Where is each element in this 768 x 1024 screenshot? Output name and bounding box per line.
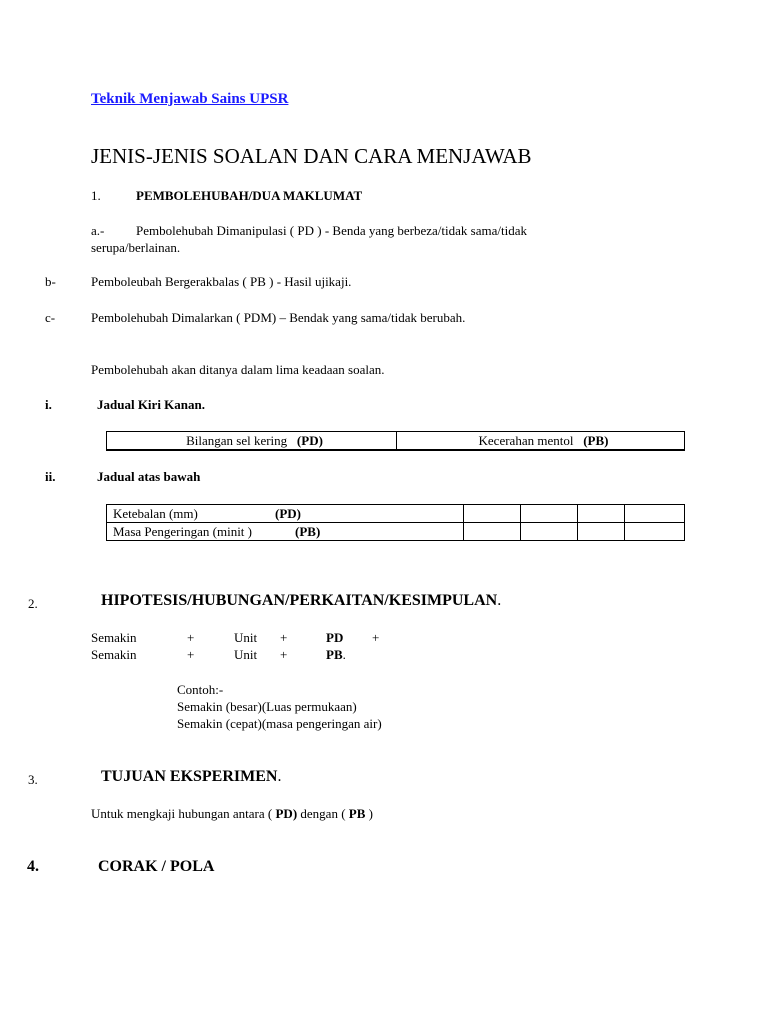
item-c-label: c- xyxy=(45,310,56,325)
page-heading: JENIS-JENIS SOALAN DAN CARA MENJAWAB xyxy=(91,144,532,168)
formula-row2-word3 xyxy=(326,647,346,663)
table-cell xyxy=(625,505,685,523)
formula-row1-plus1: + xyxy=(187,630,195,645)
table-row xyxy=(107,432,685,451)
objective-part-b: dengan ( xyxy=(297,806,349,821)
section-4-title: CORAK / POLA xyxy=(98,858,215,875)
item-a-label: a.- xyxy=(91,223,105,238)
formula-row2-plus1: + xyxy=(187,647,195,662)
table-cell xyxy=(625,523,685,541)
table-cell xyxy=(397,432,685,451)
document-title-link[interactable]: Teknik Menjawab Sains UPSR xyxy=(91,91,289,107)
cell-text: Masa Pengeringan (minit ) xyxy=(113,524,252,539)
table-cell xyxy=(464,523,521,541)
objective-pd: PD) xyxy=(275,806,298,821)
cell-tag: (PD) xyxy=(275,506,301,521)
table-cell xyxy=(578,505,625,523)
formula-row2-word2: Unit xyxy=(234,647,258,662)
item-i-title: Jadual Kiri Kanan. xyxy=(97,397,205,412)
objective-part-a: Untuk mengkaji hubungan antara ( xyxy=(91,806,276,821)
section-1-number: 1. xyxy=(91,188,101,203)
formula-row2-pb: PB xyxy=(326,647,343,662)
table-left-right xyxy=(106,431,685,451)
table-cell xyxy=(107,432,397,451)
objective-text xyxy=(91,806,373,822)
section-1-title: PEMBOLEHUBAH/DUA MAKLUMAT xyxy=(136,188,363,203)
cell-tag: (PD) xyxy=(296,433,323,448)
section-2-title-text: HIPOTESIS/HUBUNGAN/PERKAITAN/KESIMPULAN xyxy=(101,592,498,609)
section-3-title-suffix: . xyxy=(277,768,282,785)
objective-part-c: ) xyxy=(365,806,373,821)
formula-row1-word2: Unit xyxy=(234,630,258,645)
example-line1: Semakin (besar)(Luas permukaan) xyxy=(177,699,357,714)
item-i-label: i. xyxy=(45,397,52,412)
example-line2: Semakin (cepat)(masa pengeringan air) xyxy=(177,716,382,731)
table-cell xyxy=(521,505,578,523)
cell-text: Bilangan sel kering xyxy=(186,433,288,448)
section-2-title xyxy=(101,592,501,610)
item-b-text: Pemboleubah Bergerakbalas ( PB ) - Hasil ujikaji. xyxy=(91,274,352,289)
section-3-number: 3. xyxy=(28,772,38,787)
formula-row2-word1: Semakin xyxy=(91,647,137,662)
section-3-title-text: TUJUAN EKSPERIMEN xyxy=(101,768,278,785)
table-top-bottom xyxy=(106,504,685,541)
formula-row1-word3: PD xyxy=(326,630,344,645)
formula-row1-word1: Semakin xyxy=(91,630,137,645)
table-cell xyxy=(578,523,625,541)
section-2-title-suffix: . xyxy=(497,592,502,609)
objective-pb: PB xyxy=(348,806,366,821)
cell-tag: (PB) xyxy=(583,433,609,448)
table-cell xyxy=(464,505,521,523)
item-b-label: b- xyxy=(45,274,56,289)
item-ii-title: Jadual atas bawah xyxy=(97,469,201,484)
section-2-number: 2. xyxy=(28,596,38,611)
table-cell xyxy=(107,523,464,541)
item-c-text: Pembolehubah Dimalarkan ( PDM) – Bendak yang sama/tidak berubah. xyxy=(91,310,466,325)
section-3-title xyxy=(101,768,281,786)
formula-row2-plus2: + xyxy=(280,647,288,662)
item-ii-label: ii. xyxy=(45,469,56,484)
item-a-line2: serupa/berlainan. xyxy=(91,240,181,255)
cell-tag: (PB) xyxy=(295,524,321,539)
section-4-number: 4. xyxy=(27,858,39,875)
cell-text: Kecerahan mentol xyxy=(478,433,574,448)
item-a-line1: Pembolehubah Dimanipulasi ( PD ) - Benda yang berbeza/tidak sama/tidak xyxy=(136,223,527,238)
table-cell xyxy=(107,505,464,523)
formula-row1-plus2: + xyxy=(280,630,288,645)
table-row xyxy=(107,505,685,523)
table-cell xyxy=(521,523,578,541)
intro-text: Pembolehubah akan ditanya dalam lima keadaan soalan. xyxy=(91,362,385,377)
cell-text: Ketebalan (mm) xyxy=(113,506,198,521)
formula-row2-end: . xyxy=(342,647,346,662)
example-label: Contoh:- xyxy=(177,682,224,697)
formula-row1-plus3: + xyxy=(372,630,380,645)
table-row xyxy=(107,523,685,541)
